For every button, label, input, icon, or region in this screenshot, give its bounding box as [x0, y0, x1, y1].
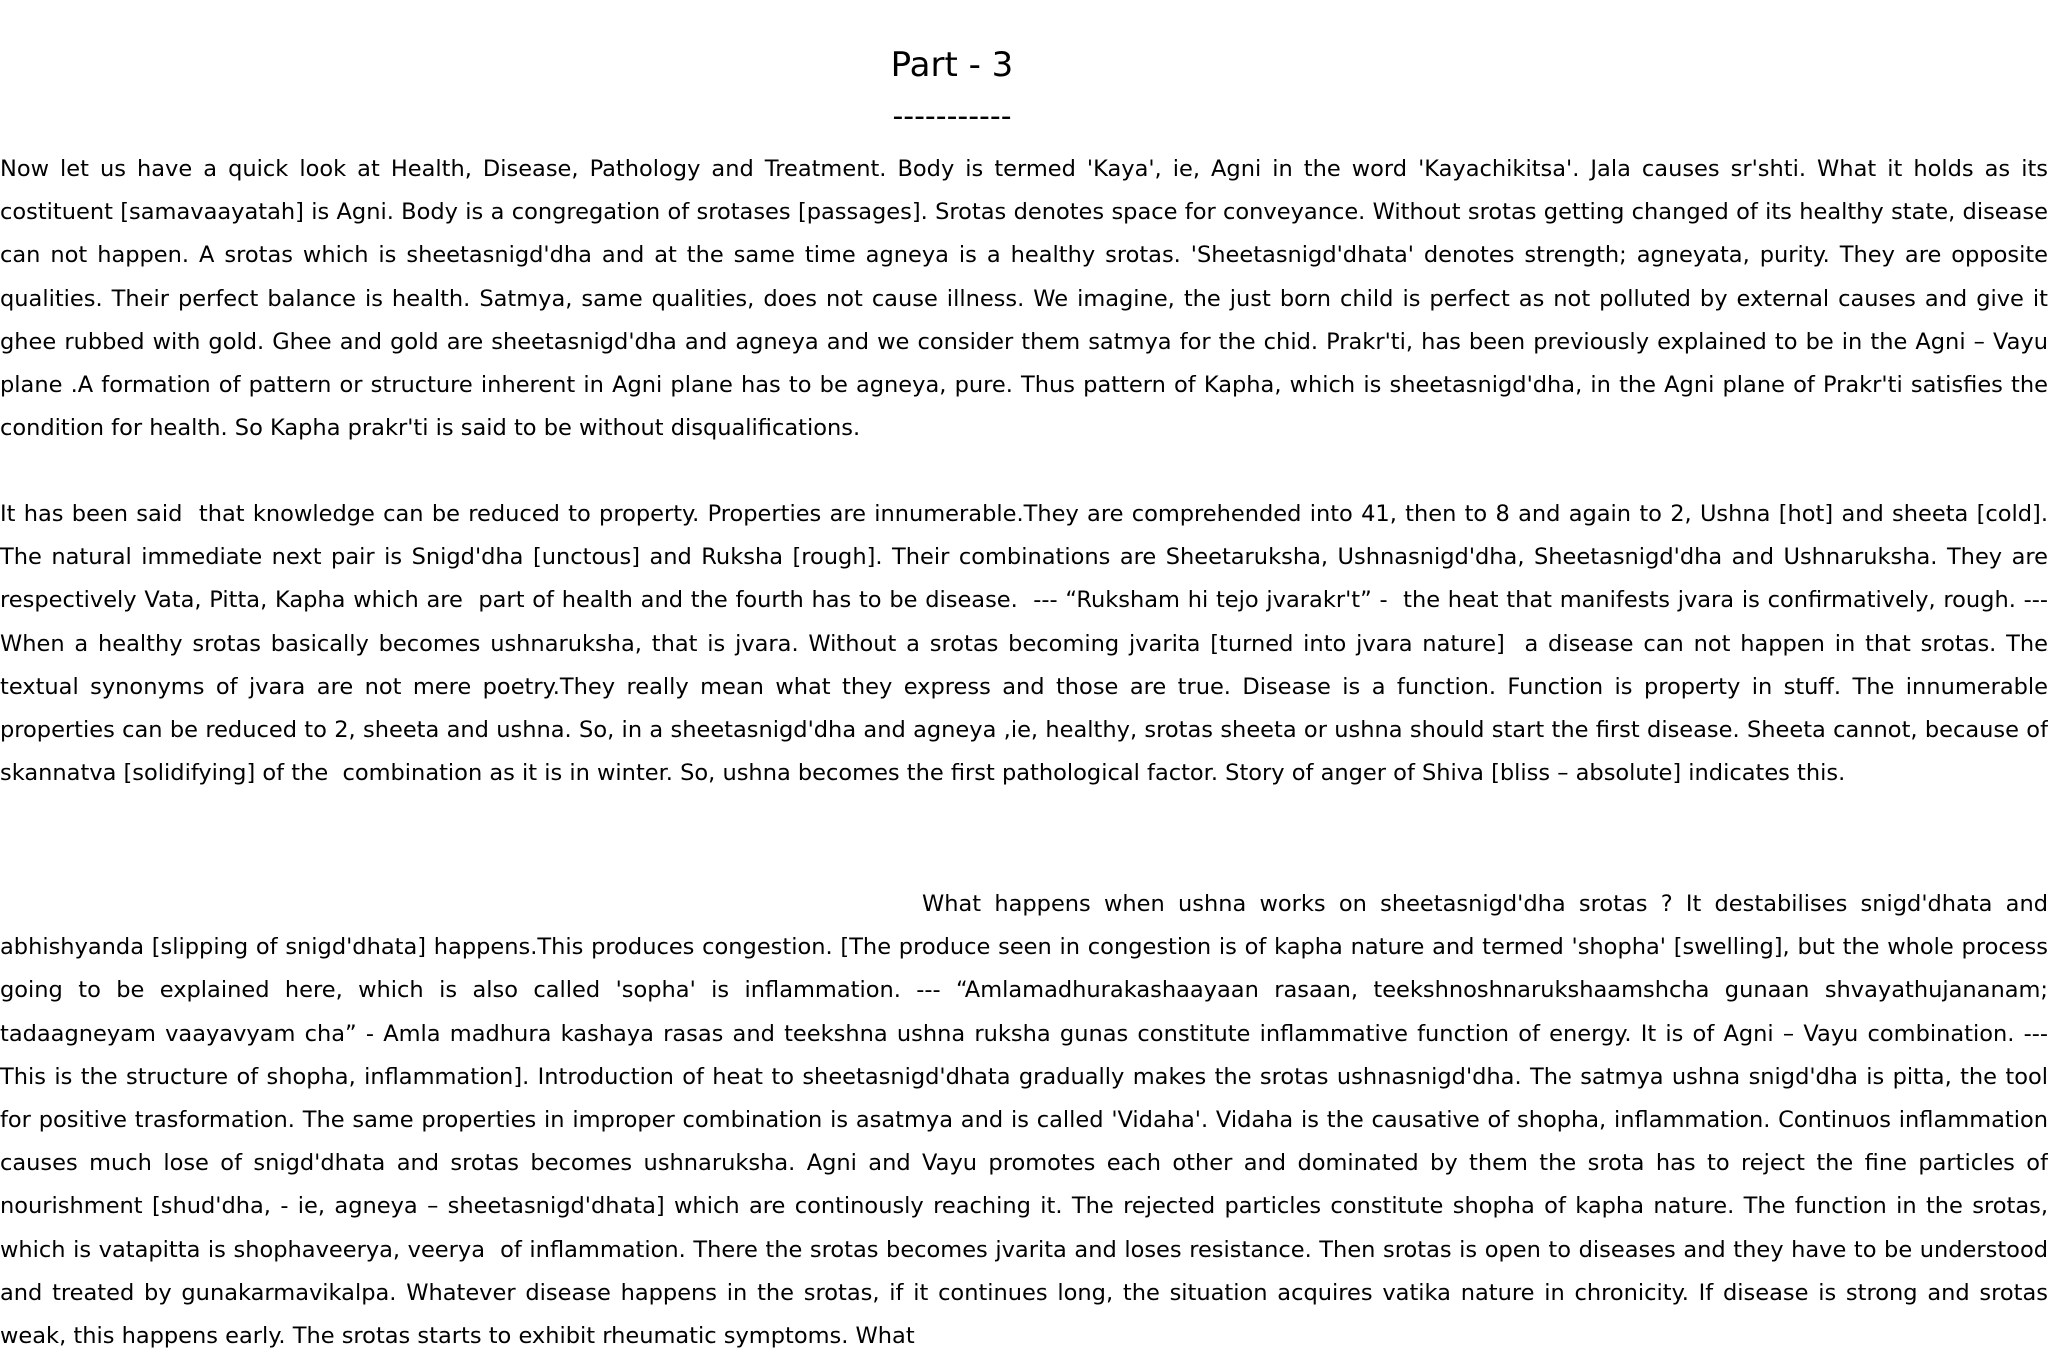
page-title: Part - 3: [890, 45, 1014, 85]
paragraph-properties: It has been said that knowledge can be reduced to property. Properties are innumerable.They are comprehended into 41, then to 8 and again to 2, Ushna [hot] and sheeta [cold]. The natural immediate next pair is Snigd'dha [unctous] and Ruksha [rough]. Their combinations are Sheetaruksha, Ushnasnigd'dha, Sheetasnigd'dha and Ushnaruksha. They are respectively Vata, Pitta, Kapha which are part of health and the fourth has to be disease. --- “Ruksham hi tejo jvarakr't” - the heat that manifests jvara is confirmatively, rough. --- When a healthy srotas basically becomes ushnaruksha, that is jvara. Without a srotas becoming jvarita [turned into jvara nature] a disease can not happen in that srotas. The textual synonyms of jvara are not mere poetry.They really mean what they express and those are true. Disease is a function. Function is property in stuff. The innumerable properties can be reduced to 2, sheeta and ushna. So, in a sheetasnigd'dha and agneya ,ie, healthy, srotas sheeta or ushna should start the first disease. Sheeta cannot, because of skannatva [solidifying] of the combination as it is in winter. So, ushna becomes the first pathological factor. Story of anger of Shiva [bliss – absolute] indicates this.: [0, 501, 2048, 787]
paragraph-inflammation: What happens when ushna works on sheetasnigd'dha srotas ? It destabilises snigd'dhata and abhishyanda [slipping of snigd'dhata] happens.This produces congestion. [The produce seen in congestion is of kapha nature and termed 'shopha' [swelling], but the whole process going to be explained here, which is also called 'sopha' is inflammation. --- “Amlamadhurakashaayaan rasaan, teekshnoshnarukshaamshcha gunaan shvayathujananam; tadaagneyam vaayavyam cha” - Amla madhura kashaya rasas and teekshna ushna ruksha gunas constitute inflammative function of energy. It is of Agni – Vayu combination. --- This is the structure of shopha, inflammation]. Introduction of heat to sheetasnigd'dhata gradually makes the srotas ushnasnigd'dha. The satmya ushna snigd'dha is pitta, the tool for positive trasformation. The same properties in improper combination is asatmya and is called 'Vidaha'. Vidaha is the causative of shopha, inflammation. Continuos inflammation causes much lose of snigd'dhata and srotas becomes ushnaruksha. Agni and Vayu promotes each other and dominated by them the srota has to reject the fine particles of nourishment [shud'dha, - ie, agneya – sheetasnigd'dhata] which are continously reaching it. The rejected particles constitute shopha of kapha nature. The function in the srotas, which is vatapitta is shophaveerya, veerya of inflammation. There the srotas becomes jvarita and loses resistance. Then srotas is open to diseases and they have to be understood and treated by gunakarmavikalpa. Whatever disease happens in the srotas, if it continues long, the situation acquires vatika nature in chronicity. If disease is strong and srotas weak, this happens early. The srotas starts to exhibit rheumatic symptoms. What: [0, 891, 2048, 1350]
paragraph-health: Now let us have a quick look at Health, Disease, Pathology and Treatment. Body is termed 'Kaya', ie, Agni in the word 'Kayachikitsa'. Jala causes sr'shti. What it holds as its costituent [samavaayatah] is Agni. Body is a congregation of srotases [passages]. Srotas denotes space for conveyance. Without srotas getting changed of its healthy state, disease can not happen. A srotas which is sheetasnigd'dha and at the same time agneya is a healthy srotas. 'Sheetasnigd'dhata' denotes strength; agneyata, purity. They are opposite qualities. Their perfect balance is health. Satmya, same qualities, does not cause illness. We imagine, the just born child is perfect as not polluted by external causes and give it ghee rubbed with gold. Ghee and gold are sheetasnigd'dha and agneya and we consider them satmya for the chid. Prakr'ti, has been previously explained to be in the Agni – Vayu plane .A formation of pattern or structure inherent in Agni plane has to be agneya, pure. Thus pattern of Kapha, which is sheetasnigd'dha, in the Agni plane of Prakr'ti satisfies the condition for health. So Kapha prakr'ti is said to be without disqualifications.: [0, 156, 2048, 442]
title-separator: -----------: [892, 99, 1012, 134]
